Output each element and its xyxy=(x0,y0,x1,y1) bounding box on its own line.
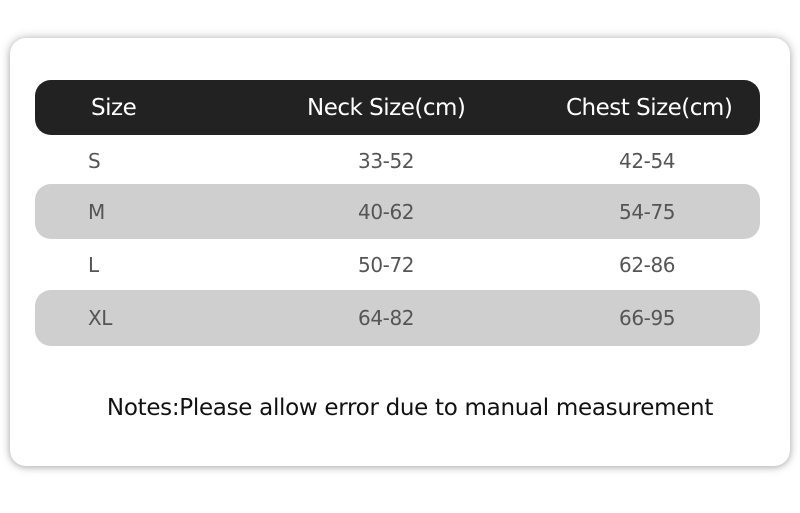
cell-chest: 54-75 xyxy=(619,199,676,224)
cell-chest: 62-86 xyxy=(619,253,676,277)
cell-size: L xyxy=(88,253,99,277)
cell-size: XL xyxy=(88,306,113,330)
measurement-note: Notes:Please allow error due to manual measurement xyxy=(106,395,714,421)
header-neck-size: Neck Size(cm) xyxy=(307,94,466,121)
cell-neck: 64-82 xyxy=(358,306,415,330)
cell-neck: 33-52 xyxy=(358,149,415,173)
table-row-s xyxy=(35,134,760,188)
cell-size: S xyxy=(88,149,101,173)
header-size: Size xyxy=(91,94,137,121)
table-header xyxy=(35,80,760,135)
table-row-xl xyxy=(35,290,760,346)
cell-chest: 66-95 xyxy=(619,306,676,330)
table-row-l xyxy=(35,238,760,292)
table-row-m xyxy=(35,184,760,239)
cell-neck: 50-72 xyxy=(358,253,415,277)
header-chest-size: Chest Size(cm) xyxy=(566,94,733,121)
cell-size: M xyxy=(88,199,105,224)
cell-chest: 42-54 xyxy=(619,149,676,173)
cell-neck: 40-62 xyxy=(358,199,415,224)
